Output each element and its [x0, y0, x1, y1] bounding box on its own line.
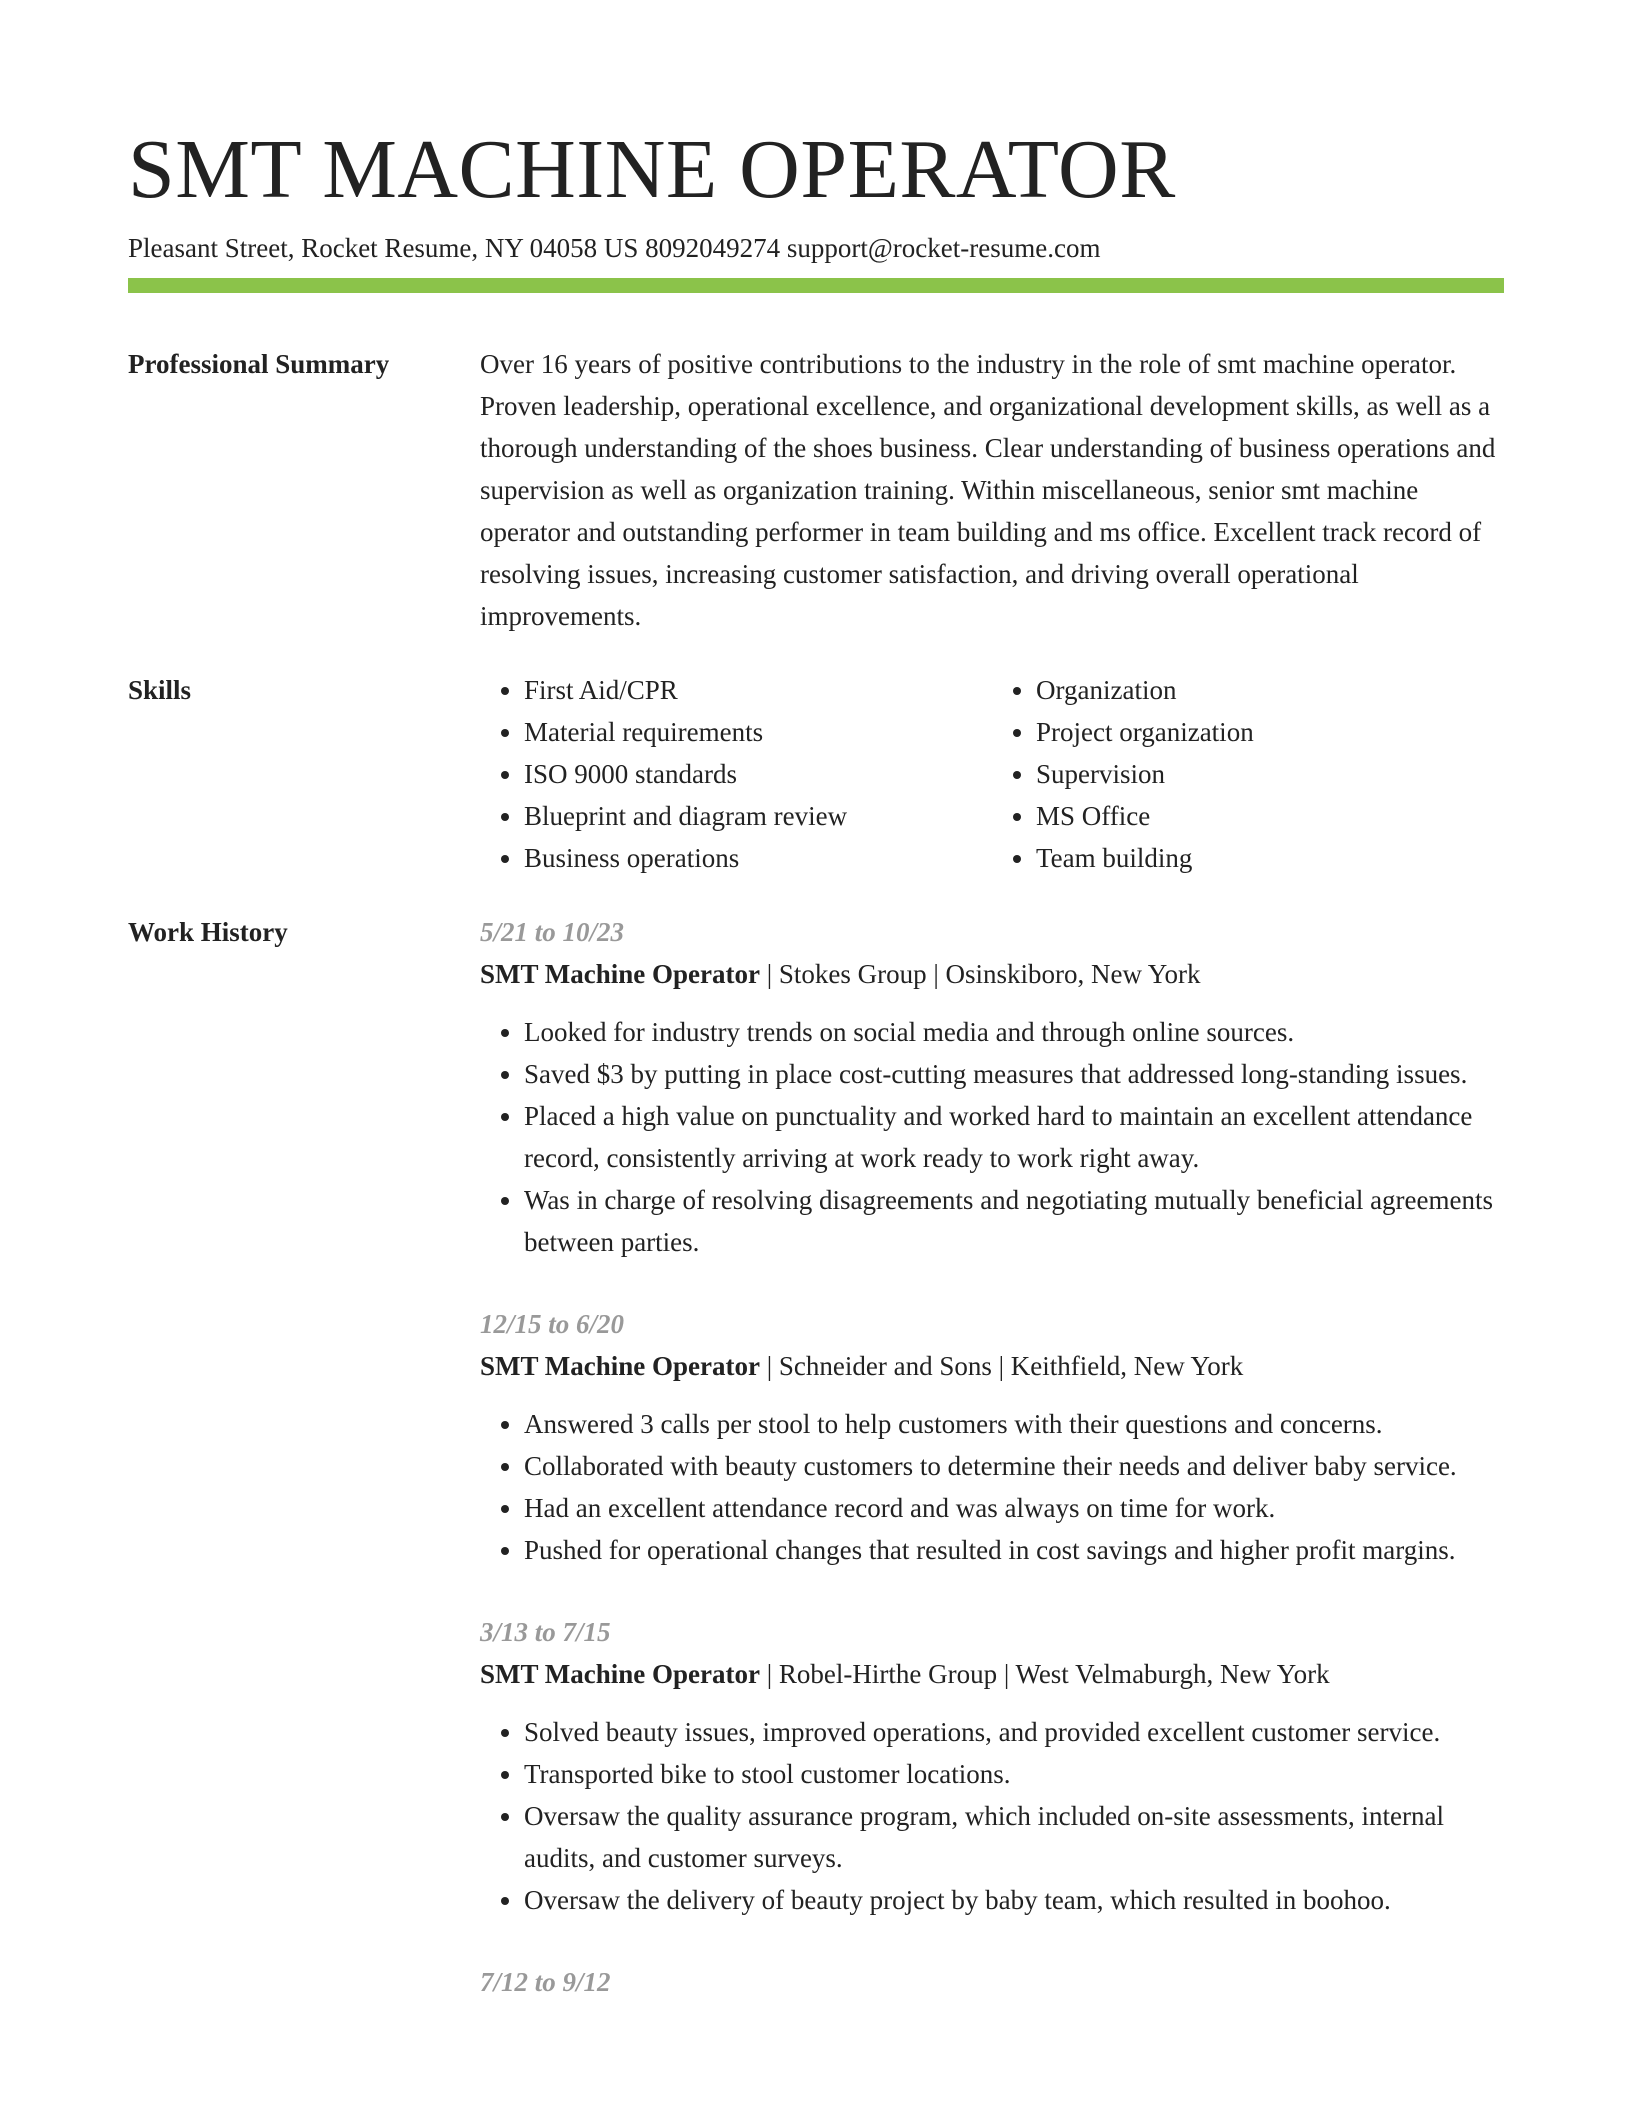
- job-bullets: [480, 1403, 1504, 1571]
- job-bullets: [480, 1011, 1504, 1263]
- job-heading: [480, 1345, 1504, 1387]
- job-entry: [480, 1961, 1504, 2003]
- skill-item: • MS Office: [1036, 795, 1504, 837]
- job-entry: [480, 911, 1504, 1263]
- job-bullet: • Answered 3 calls per stool to help customers with their questions and concerns.: [524, 1403, 1504, 1445]
- skill-item: • Organization: [1036, 669, 1504, 711]
- job-bullet: • Pushed for operational changes that resulted in cost savings and higher profit margins.: [524, 1529, 1504, 1571]
- job-title: SMT Machine Operator: [480, 959, 760, 989]
- resume-name: SMT MACHINE OPERATOR: [128, 123, 1176, 216]
- job-bullet: • Had an excellent attendance record and was always on time for work.: [524, 1487, 1504, 1529]
- job-bullet: • Placed a high value on punctuality and worked hard to maintain an excellent attendance record, consistently arriving at work ready to work right away.: [524, 1095, 1504, 1179]
- job-bullet: • Transported bike to stool customer locations.: [524, 1753, 1504, 1795]
- job-bullet: • Looked for industry trends on social media and through online sources.: [524, 1011, 1504, 1053]
- resume-page: [128, 0, 1504, 2043]
- skills-section: [128, 669, 1504, 879]
- skill-item: • Supervision: [1036, 753, 1504, 795]
- skill-item: • Business operations: [524, 837, 992, 879]
- job-entry: [480, 1611, 1504, 1921]
- header-divider: [128, 278, 1504, 293]
- job-dates: 5/21 to 10/23: [480, 917, 625, 947]
- summary-text: Over 16 years of positive contributions to the industry in the role of smt machine operator. Proven leadership, operational excellence, and organizational development skills, as well as a thorough understanding of the shoes business. Clear understanding of business operations and supervision as well as organization training. Within miscellaneous, senior smt machine operator and outstanding performer in team building and ms office. Excellent track record of resolving issues, increasing customer satisfaction, and driving overall operational improvements.: [480, 349, 1496, 631]
- job-details: | Schneider and Sons | Keithfield, New York: [759, 1351, 1244, 1381]
- job-bullet: • Collaborated with beauty customers to determine their needs and deliver baby service.: [524, 1445, 1504, 1487]
- skill-item: • Project organization: [1036, 711, 1504, 753]
- job-bullets: [480, 1711, 1504, 1921]
- job-dates: 7/12 to 9/12: [480, 1967, 611, 1997]
- job-bullet: • Saved $3 by putting in place cost-cutting measures that addressed long-standing issues.: [524, 1053, 1504, 1095]
- job-title: SMT Machine Operator: [480, 1351, 760, 1381]
- summary-section: [128, 343, 1504, 637]
- job-bullet: • Oversaw the quality assurance program, which included on-site assessments, internal audits, and customer surveys.: [524, 1795, 1504, 1879]
- job-bullet: • Was in charge of resolving disagreements and negotiating mutually beneficial agreements between parties.: [524, 1179, 1504, 1263]
- job-bullet: • Oversaw the delivery of beauty project by baby team, which resulted in boohoo.: [524, 1879, 1504, 1921]
- job-details: | Robel-Hirthe Group | West Velmaburgh, New York: [759, 1659, 1330, 1689]
- work-history-heading: Work History: [128, 917, 288, 947]
- job-bullet: • Solved beauty issues, improved operations, and provided excellent customer service.: [524, 1711, 1504, 1753]
- skills-list-right: [992, 669, 1504, 879]
- job-entry: [480, 1303, 1504, 1571]
- skill-item: • Material requirements: [524, 711, 992, 753]
- skill-item: • First Aid/CPR: [524, 669, 992, 711]
- job-heading: [480, 1653, 1504, 1695]
- contact-line: Pleasant Street, Rocket Resume, NY 04058 US 8092049274 support@rocket-resume.com: [128, 233, 1101, 263]
- job-details: | Stokes Group | Osinskiboro, New York: [759, 959, 1201, 989]
- skill-item: • ISO 9000 standards: [524, 753, 992, 795]
- work-history-section: [128, 911, 1504, 2043]
- skills-heading: Skills: [128, 675, 192, 705]
- skills-list-left: [480, 669, 992, 879]
- skill-item: • Team building: [1036, 837, 1504, 879]
- job-title: SMT Machine Operator: [480, 1659, 760, 1689]
- job-dates: 3/13 to 7/15: [480, 1617, 611, 1647]
- skill-item: • Blueprint and diagram review: [524, 795, 992, 837]
- job-dates: 12/15 to 6/20: [480, 1309, 625, 1339]
- summary-heading: Professional Summary: [128, 349, 390, 379]
- job-heading: [480, 953, 1504, 995]
